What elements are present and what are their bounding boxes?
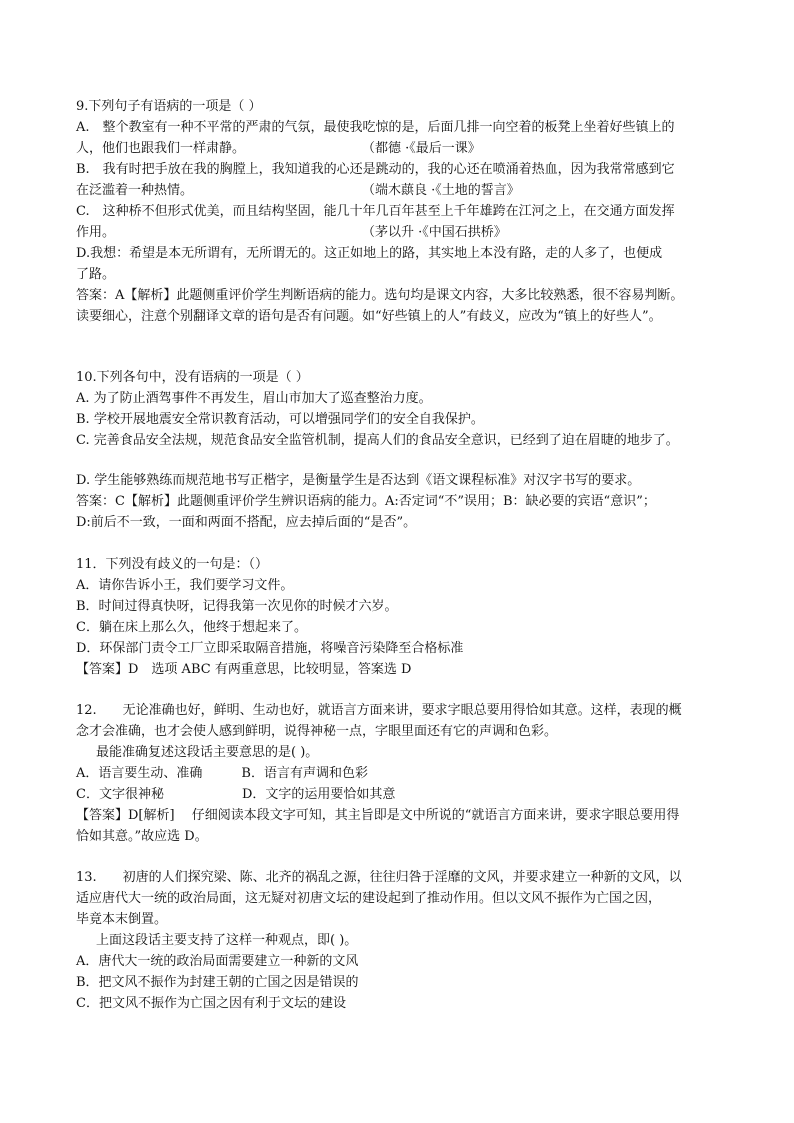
q9-stem: 9.下列句子有语病的一项是（ ）: [76, 99, 262, 114]
q9-option-d-line2: 了路。: [76, 267, 116, 282]
q12-options-ab: A．语言要生动、准确 B．语言有声调和色彩: [76, 766, 368, 781]
q11-option-b: B．时间过得真快呀，记得我第一次见你的时候才六岁。: [76, 599, 398, 614]
q9-option-c-line2: 作用。: [76, 225, 116, 240]
q13-passage-line3: 毕竟本末倒置。: [76, 912, 168, 927]
q13-stem: 上面这段话主要支持了这样一种观点，即( )。: [96, 933, 358, 948]
q12-passage-line2: 念才会准确，也才会使人感到鲜明，说得神秘一点，字眼里面还有它的声调和色彩。: [76, 724, 558, 739]
q9-option-a-source: （都德 ·《最后一课》: [362, 141, 481, 156]
q9-option-a-line1: A. 整个教室有一种不平常的严肃的气氛，最使我吃惊的是，后面几排一向空着的板凳上坐着好些镇上的: [76, 120, 675, 135]
q12-stem: 最能准确复述这段话主要意思的是( )。: [96, 745, 319, 760]
q9-option-b-line2: 在泛滥着一种热情。: [76, 183, 194, 198]
q9-option-d-line1: D.我想：希望是本无所谓有，无所谓无的。这正如地上的路，其实地上本没有路，走的人多了，也便成: [76, 246, 663, 261]
q13-option-b: B．把文风不振作为封建王朝的亡国之因是错误的: [76, 975, 359, 990]
q13-passage-line2: 适应唐代大一统的政治局面，这无疑对初唐文坛的建设起到了推动作用。但以文风不振作为亡国之因，: [76, 891, 662, 906]
q10-option-b: B. 学校开展地震安全常识教育活动，可以增强同学们的安全自我保护。: [76, 412, 484, 427]
q13-passage-line1: 13. 初唐的人们探究梁、陈、北齐的祸乱之源，往往归咎于淫靡的文风，并要求建立一种新的文风，以: [76, 870, 682, 885]
q9-answer-line2: 读要细心，注意个别翻译文章的语句是否有问题。如“好些镇上的人”有歧义，应改为“镇上的好些人”。: [76, 309, 662, 324]
q11-option-d: D．环保部门责令工厂立即采取隔音措施，将噪音污染降至合格标准: [76, 641, 464, 656]
q10-stem: 10.下列各句中，没有语病的一项是（ ）: [76, 370, 309, 385]
q12-passage-line1: 12. 无论准确也好，鲜明、生动也好，就语言方面来讲，要求字眼总要用得恰如其意。这样，表现的概: [76, 703, 682, 718]
q9-answer-line1: 答案：A【解析】此题侧重评价学生判断语病的能力。选句均是课文内容，大多比较熟悉，很不容易判断。: [76, 288, 684, 303]
q13-option-c: C．把文风不振作为亡国之因有利于文坛的建设: [76, 996, 346, 1011]
q12-answer-line1: 【答案】D[解析] 仔细阅读本段文字可知，其主旨即是文中所说的“就语言方面来讲，要求字眼总要用得: [76, 808, 680, 823]
q13-option-a: A．唐代大一统的政治局面需要建立一种新的文风: [76, 954, 359, 969]
q11-option-c: C．躺在床上那么久，他终于想起来了。: [76, 620, 307, 635]
q9-option-a-line2: 人，他们也跟我们一样肃静。: [76, 141, 246, 156]
q12-options-cd: C．文字很神秘 D．文字的运用要恰如其意: [76, 787, 396, 802]
q9-option-c-source: （茅以升 ·《中国石拱桥》: [362, 225, 507, 240]
q11-answer: 【答案】D 选项 ABC 有两重意思，比较明显，答案选 D: [76, 662, 412, 677]
q9-option-b-line1: B. 我有时把手放在我的胸膛上，我知道我的心还是跳动的，我的心还在喷涌着热血，因为我常常感到它: [76, 162, 675, 177]
q12-answer-line2: 恰如其意。”故应选 D。: [76, 829, 208, 844]
q10-answer-line1: 答案：C【解析】此题侧重评价学生辨识语病的能力。A:否定词“不”误用；B：缺必要的宾语“意识”；: [76, 494, 656, 509]
q9-option-c-line1: C. 这种桥不但形式优美，而且结构坚固，能几十年几百年甚至上千年雄跨在江河之上，在交通方面发挥: [76, 204, 675, 219]
q11-stem: 11．下列没有歧义的一句是：（）: [76, 557, 269, 572]
q10-option-d: D. 学生能够熟练而规范地书写正楷字，是衡量学生是否达到《语文课程标准》对汉字书写的要求。: [76, 473, 641, 488]
q10-option-c: C. 完善食品安全法规，规范食品安全监管机制，提高人们的食品安全意识，已经到了迫在眉睫的地步了。: [76, 433, 679, 448]
q11-option-a: A．请你告诉小王，我们要学习文件。: [76, 578, 294, 593]
q10-option-a: A. 为了防止酒驾事件不再发生，眉山市加大了巡查整治力度。: [76, 391, 432, 406]
q9-option-b-source: （端木蕻良 ·《土地的誓言》: [362, 183, 520, 198]
q10-answer-line2: D:前后不一致，一面和两面不搭配，应去掉后面的“是否”。: [76, 515, 417, 530]
